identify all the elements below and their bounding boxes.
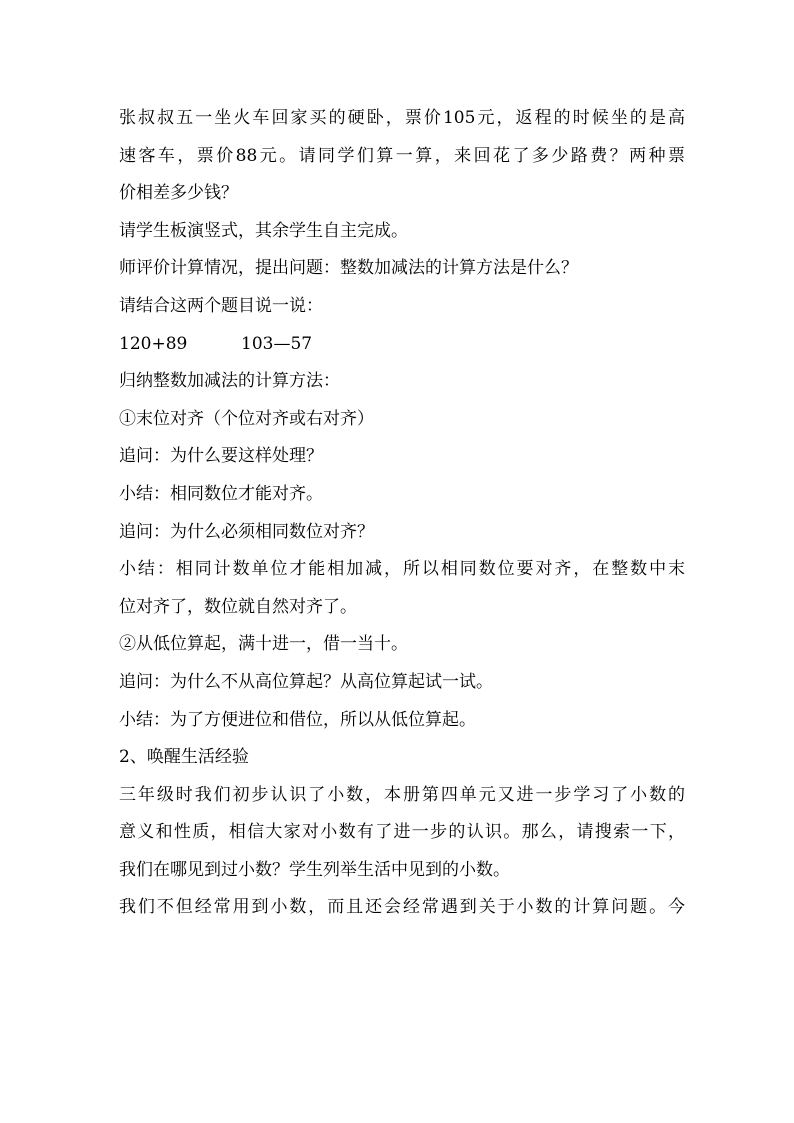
document-body — [119, 100, 685, 927]
paragraph-line: 师评价计算情况，提出问题：整数加减法的计算方法是什么？ — [119, 258, 578, 279]
paragraph-line: 小结：相同计数单位才能相加减，所以相同数位要对齐，在整数中末 — [119, 559, 685, 580]
paragraph-line: ①末位对齐（个位对齐或右对齐） — [119, 408, 374, 429]
paragraph-line: 追问：为什么必须相同数位对齐？ — [119, 521, 374, 542]
paragraph-line: 请结合这两个题目说一说： — [119, 295, 323, 316]
paragraph-line: 小结：为了方便进位和借位，所以从低位算起。 — [119, 709, 476, 730]
paragraph-line: 位对齐了，数位就自然对齐了。 — [119, 596, 357, 617]
formula-line — [119, 326, 685, 364]
paragraph-line: 追问：为什么不从高位算起？从高位算起试一试。 — [119, 671, 493, 692]
paragraph-line: 小结：相同数位才能对齐。 — [119, 483, 323, 504]
paragraph-line: 三年级时我们初步认识了小数，本册第四单元又进一步学习了小数的 — [119, 784, 685, 805]
paragraph-line: 归纳整数加减法的计算方法： — [119, 371, 340, 392]
paragraph-line: 我们在哪见到过小数？学生列举生活中见到的小数。 — [119, 859, 510, 880]
paragraph-line: ②从低位算起，满十进一，借一当十。 — [119, 634, 408, 655]
paragraph-line: 速客车，票价88元。请同学们算一算，来回花了多少路费？两种票 — [119, 145, 685, 166]
formula-right: 103—57 — [241, 333, 313, 354]
section-heading: 2、唤醒生活经验 — [119, 747, 249, 768]
paragraph-line: 意义和性质，相信大家对小数有了进一步的认识。那么，请搜索一下， — [119, 822, 685, 843]
paragraph-line: 请学生板演竖式，其余学生自主完成。 — [119, 220, 408, 241]
paragraph-line: 张叔叔五一坐火车回家买的硬卧，票价105元，返程的时候坐的是高 — [119, 108, 685, 128]
formula-left: 120+89 — [119, 333, 188, 354]
paragraph-line: 追问：为什么要这样处理？ — [119, 446, 323, 467]
paragraph-line: 价相差多少钱？ — [119, 183, 238, 204]
paragraph-line: 我们不但经常用到小数，而且还会经常遇到关于小数的计算问题。今 — [119, 897, 685, 918]
